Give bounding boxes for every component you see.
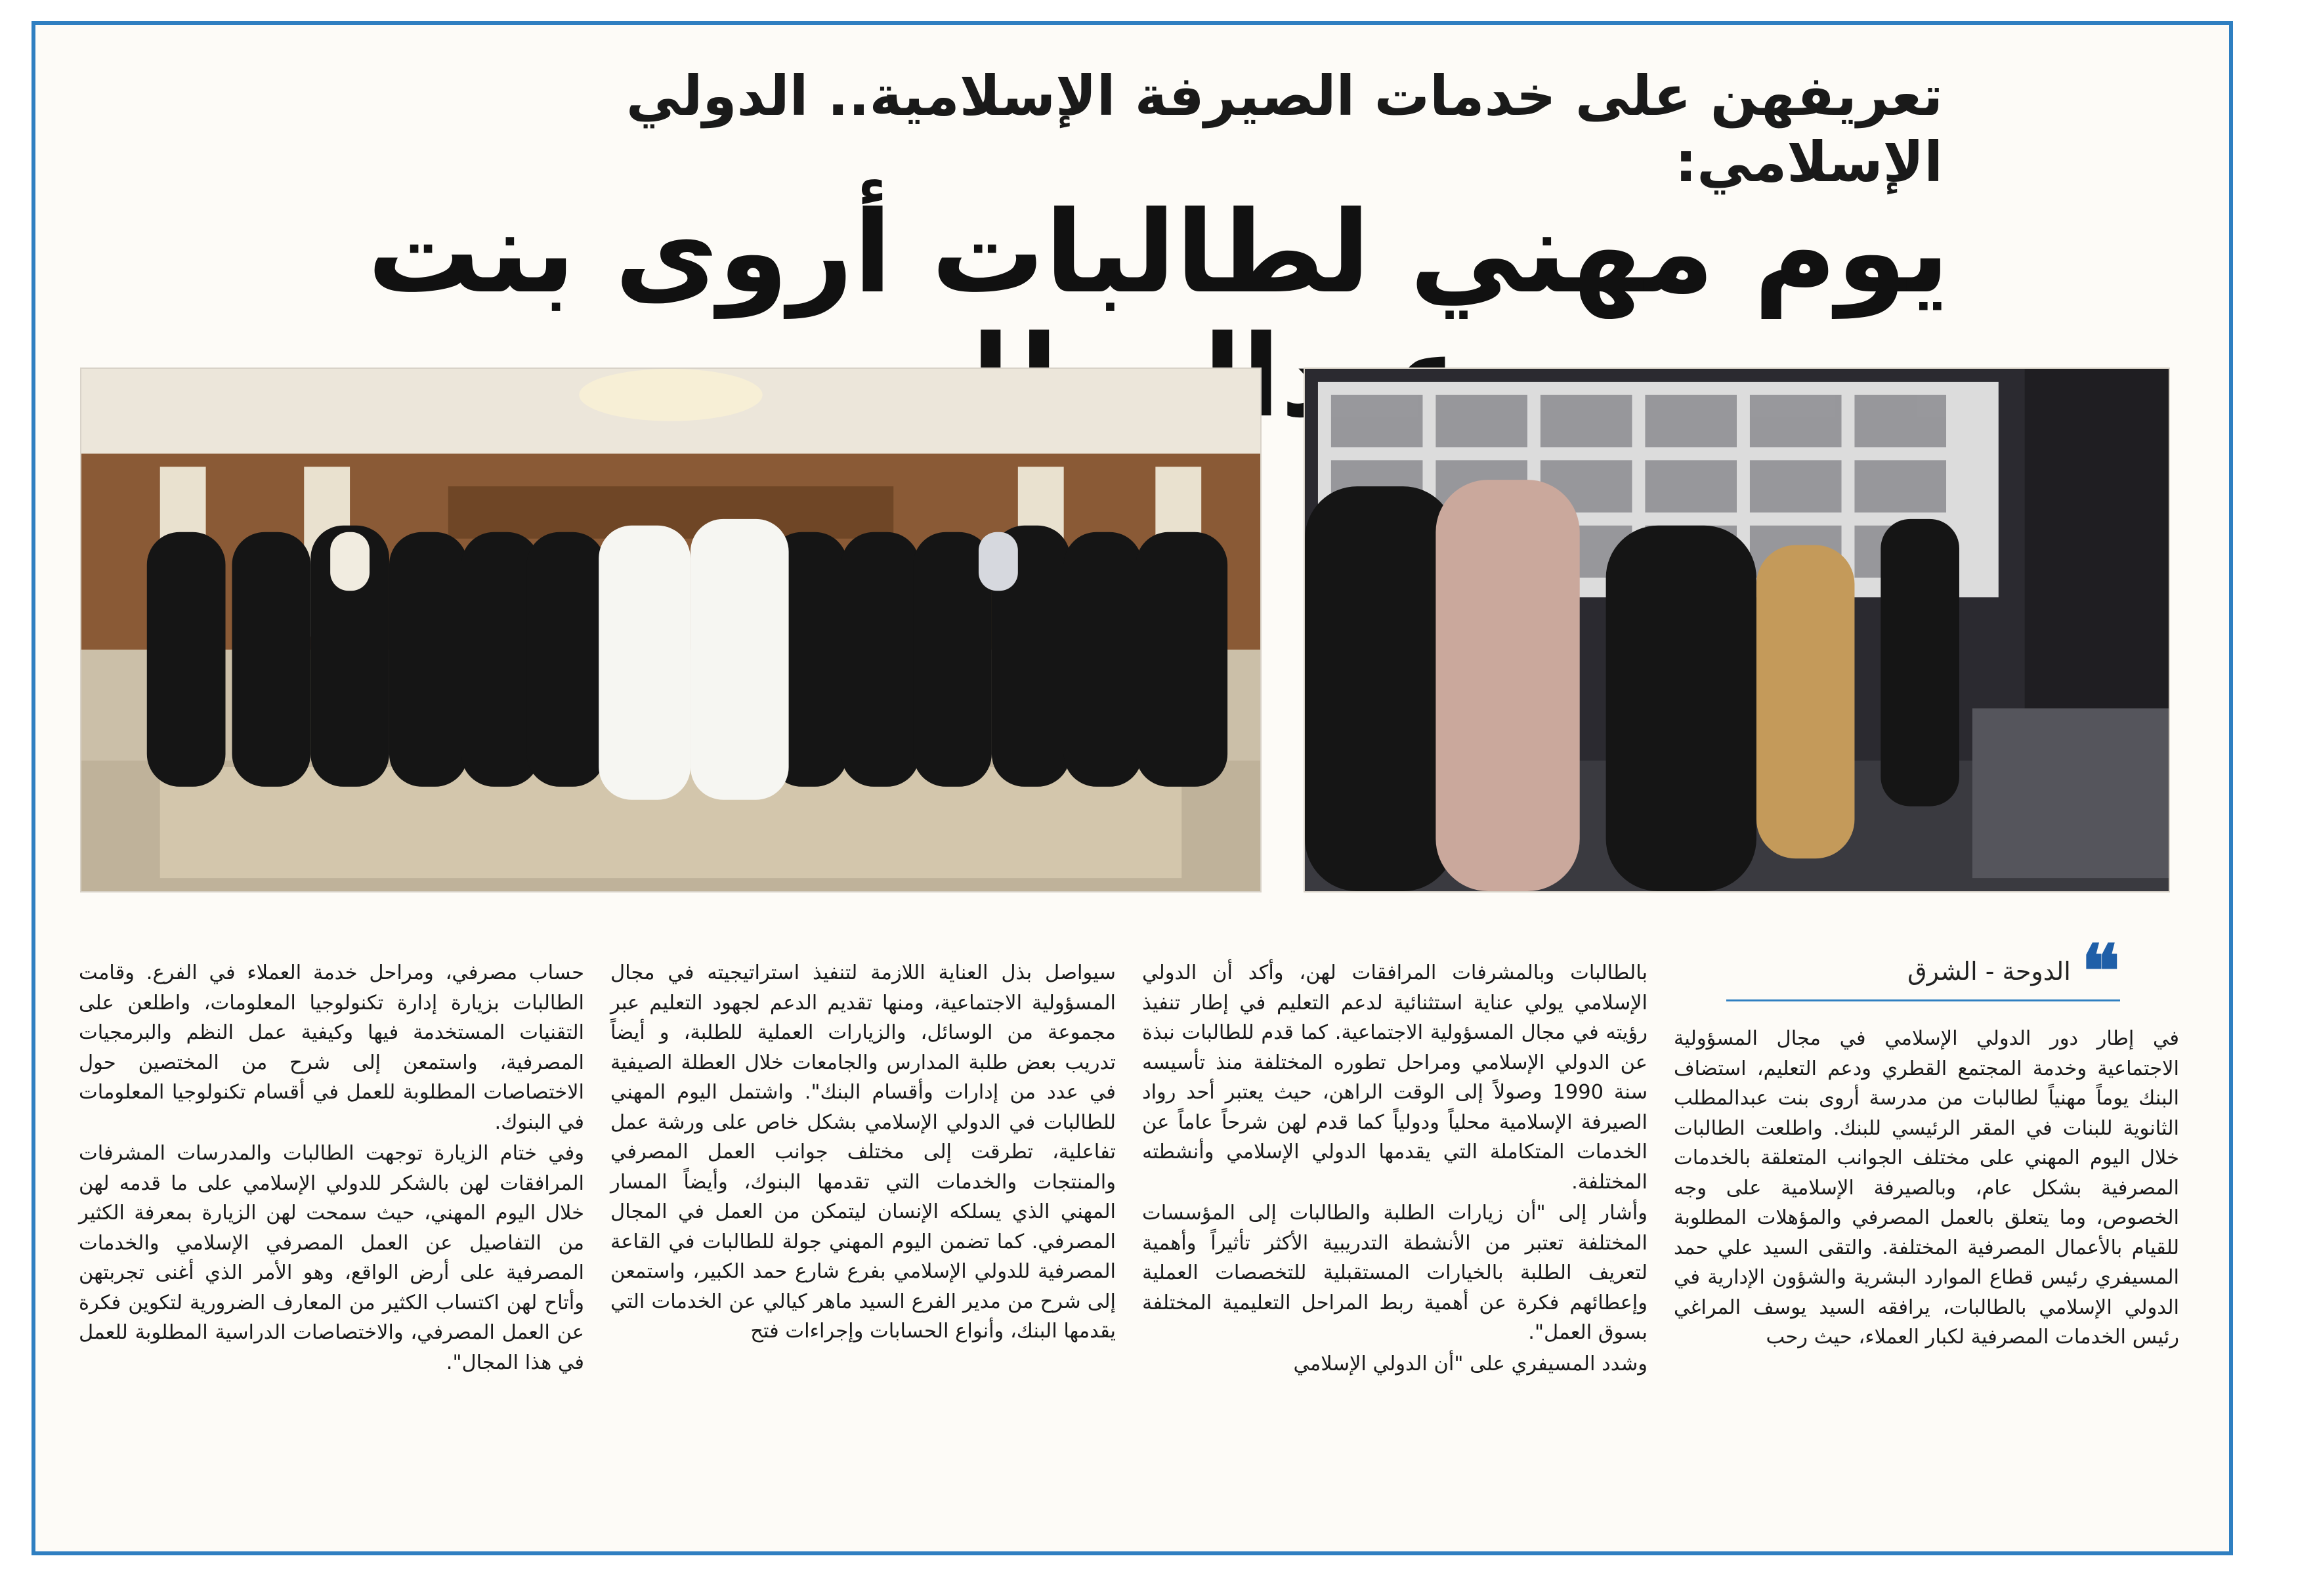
article-column-1	[1674, 1024, 2179, 1522]
article-column-3	[610, 958, 1116, 1522]
paragraph: وشدد المسيفري على "أن الدولي الإسلامي	[1293, 1352, 1647, 1376]
article-column-4	[79, 958, 584, 1522]
paragraph: حساب مصرفي، ومراحل خدمة العملاء في الفرع. وقامت الطالبات بزيارة إدارة تكنولوجيا المعلومات، واطلعن على التقنيات المستخدمة فيها وكيفية عمل النظم والبرمجيات المصرفية، واستمعن إلى شرح من المختصين حول الاختصاصات المطلوبة للعمل في أقسام تكنولوجيا المعلومات في البنوك.	[79, 961, 584, 1134]
article-column-2	[1142, 958, 1647, 1522]
article-kicker: تعريفهن على خدمات الصيرفة الإسلامية.. الدولي الإسلامي:	[626, 64, 1943, 194]
paragraph: وفي ختام الزيارة توجهت الطالبات والمدرسات المشرفات المرافقات لهن بالشكر للدولي الإسلامي على ما قدمه لهن خلال اليوم المهني، حيث سمحت لهن الزيارة بمعرفة الكثير من التفاصيل عن العمل المصرفي الإسلامي والخدمات المصرفية على أرض الواقع، وهو الأمر الذي أغنى تجربتهن وأتاح لهن اكتساب الكثير من المعارف الضرورية لتكوين فكرة عن العمل المصرفي، والاختصاصات الدراسية المطلوبة للعمل في هذا المجال".	[79, 1142, 584, 1374]
paragraph: وأشار إلى "أن زيارات الطلبة والطالبات إلى المؤسسات المختلفة تعتبر من الأنشطة التدريبية الأكثر تأثيراً وأهمية لتعريف الطلبة بالخيارات المستقبلية للتخصصات العملية وإعطائهم فكرة عن أهمية ربط المراحل التعليمية المختلفة بسوق العمل".	[1142, 1202, 1647, 1344]
byline	[1726, 929, 2120, 1013]
group-photo	[80, 368, 1262, 892]
paragraph: بالطالبات وبالمشرفات المرافقات لهن، وأكد أن الدولي الإسلامي يولي عناية استثنائية لدعم التعليم في إطار تنفيذ رؤيته في مجال المسؤولية الاجتماعية. كما قدم للطالبات نبذة عن الدولي الإسلامي ومراحل تطوره المختلفة منذ تأسيسه سنة 1990 وصولاً إلى الوقت الراهن، حيث يعتبر أحد رواد الصيرفة الإسلامية محلياً ودولياً كما قدم لهن شرحاً عاماً عن الخدمات المتكاملة التي يقدمها الدولي الإسلامي وأنشطته المختلفة.	[1142, 961, 1648, 1194]
quote-mark-icon: ❝	[2081, 929, 2120, 1013]
monitoring-room-photo	[1304, 368, 2170, 892]
paragraph: سيواصل بذل العناية اللازمة لتنفيذ استراتيجيته في مجال المسؤولية الاجتماعية، ومنها تقديم الدعم لجهود التعليم عبر مجموعة من الوسائل، والزيارات العملية للطلبة، و أيضاً تدريب بعض طلبة المدارس والجامعات خلال العطلة الصيفية في عدد من إدارات وأقسام البنك". واشتمل اليوم المهني للطالبات في الدولي الإسلامي بشكل خاص على ورشة عمل تفاعلية، تطرقت إلى مختلف جوانب العمل المصرفي والمنتجات والخدمات التي تقدمها البنوك، وأيضاً المسار المهني الذي يسلكه الإنسان ليتمكن من العمل في المجال المصرفي. كما تضمن اليوم المهني جولة للطالبات في القاعة المصرفية للدولي الإسلامي بفرع شارع حمد الكبير، واستمعن إلى شرح من مدير الفرع السيد ماهر كيالي عن الخدمات التي يقدمها البنك، وأنواع الحسابات وإجراءات فتح	[610, 961, 1116, 1343]
byline-text: الدوحة - الشرق	[1907, 956, 2071, 986]
paragraph: في إطار دور الدولي الإسلامي في مجال المسؤولية الاجتماعية وخدمة المجتمع القطري ودعم التعليم، استضاف البنك يوماً مهنياً لطالبات من مدرسة أروى بنت عبدالمطلب الثانوية للبنات في المقر الرئيسي للبنك. واطلعت الطالبات خلال اليوم المهني على مختلف الجوانب المتعلقة بالخدمات المصرفية بشكل عام، وبالصيرفة الإسلامية على وجه الخصوص، وما يتعلق بالعمل المصرفي والمؤهلات المطلوبة للقيام بالأعمال المصرفية المختلفة. والتقى السيد علي حمد المسيفري رئيس قطاع الموارد البشرية والشؤون الإدارية في الدولي الإسلامي بالطالبات، يرافقه السيد يوسف المراغي رئيس الخدمات المصرفية لكبار العملاء، حيث رحب	[1674, 1027, 2179, 1349]
article-headline: يوم مهني لطالبات أروى بنت	[367, 186, 1950, 318]
